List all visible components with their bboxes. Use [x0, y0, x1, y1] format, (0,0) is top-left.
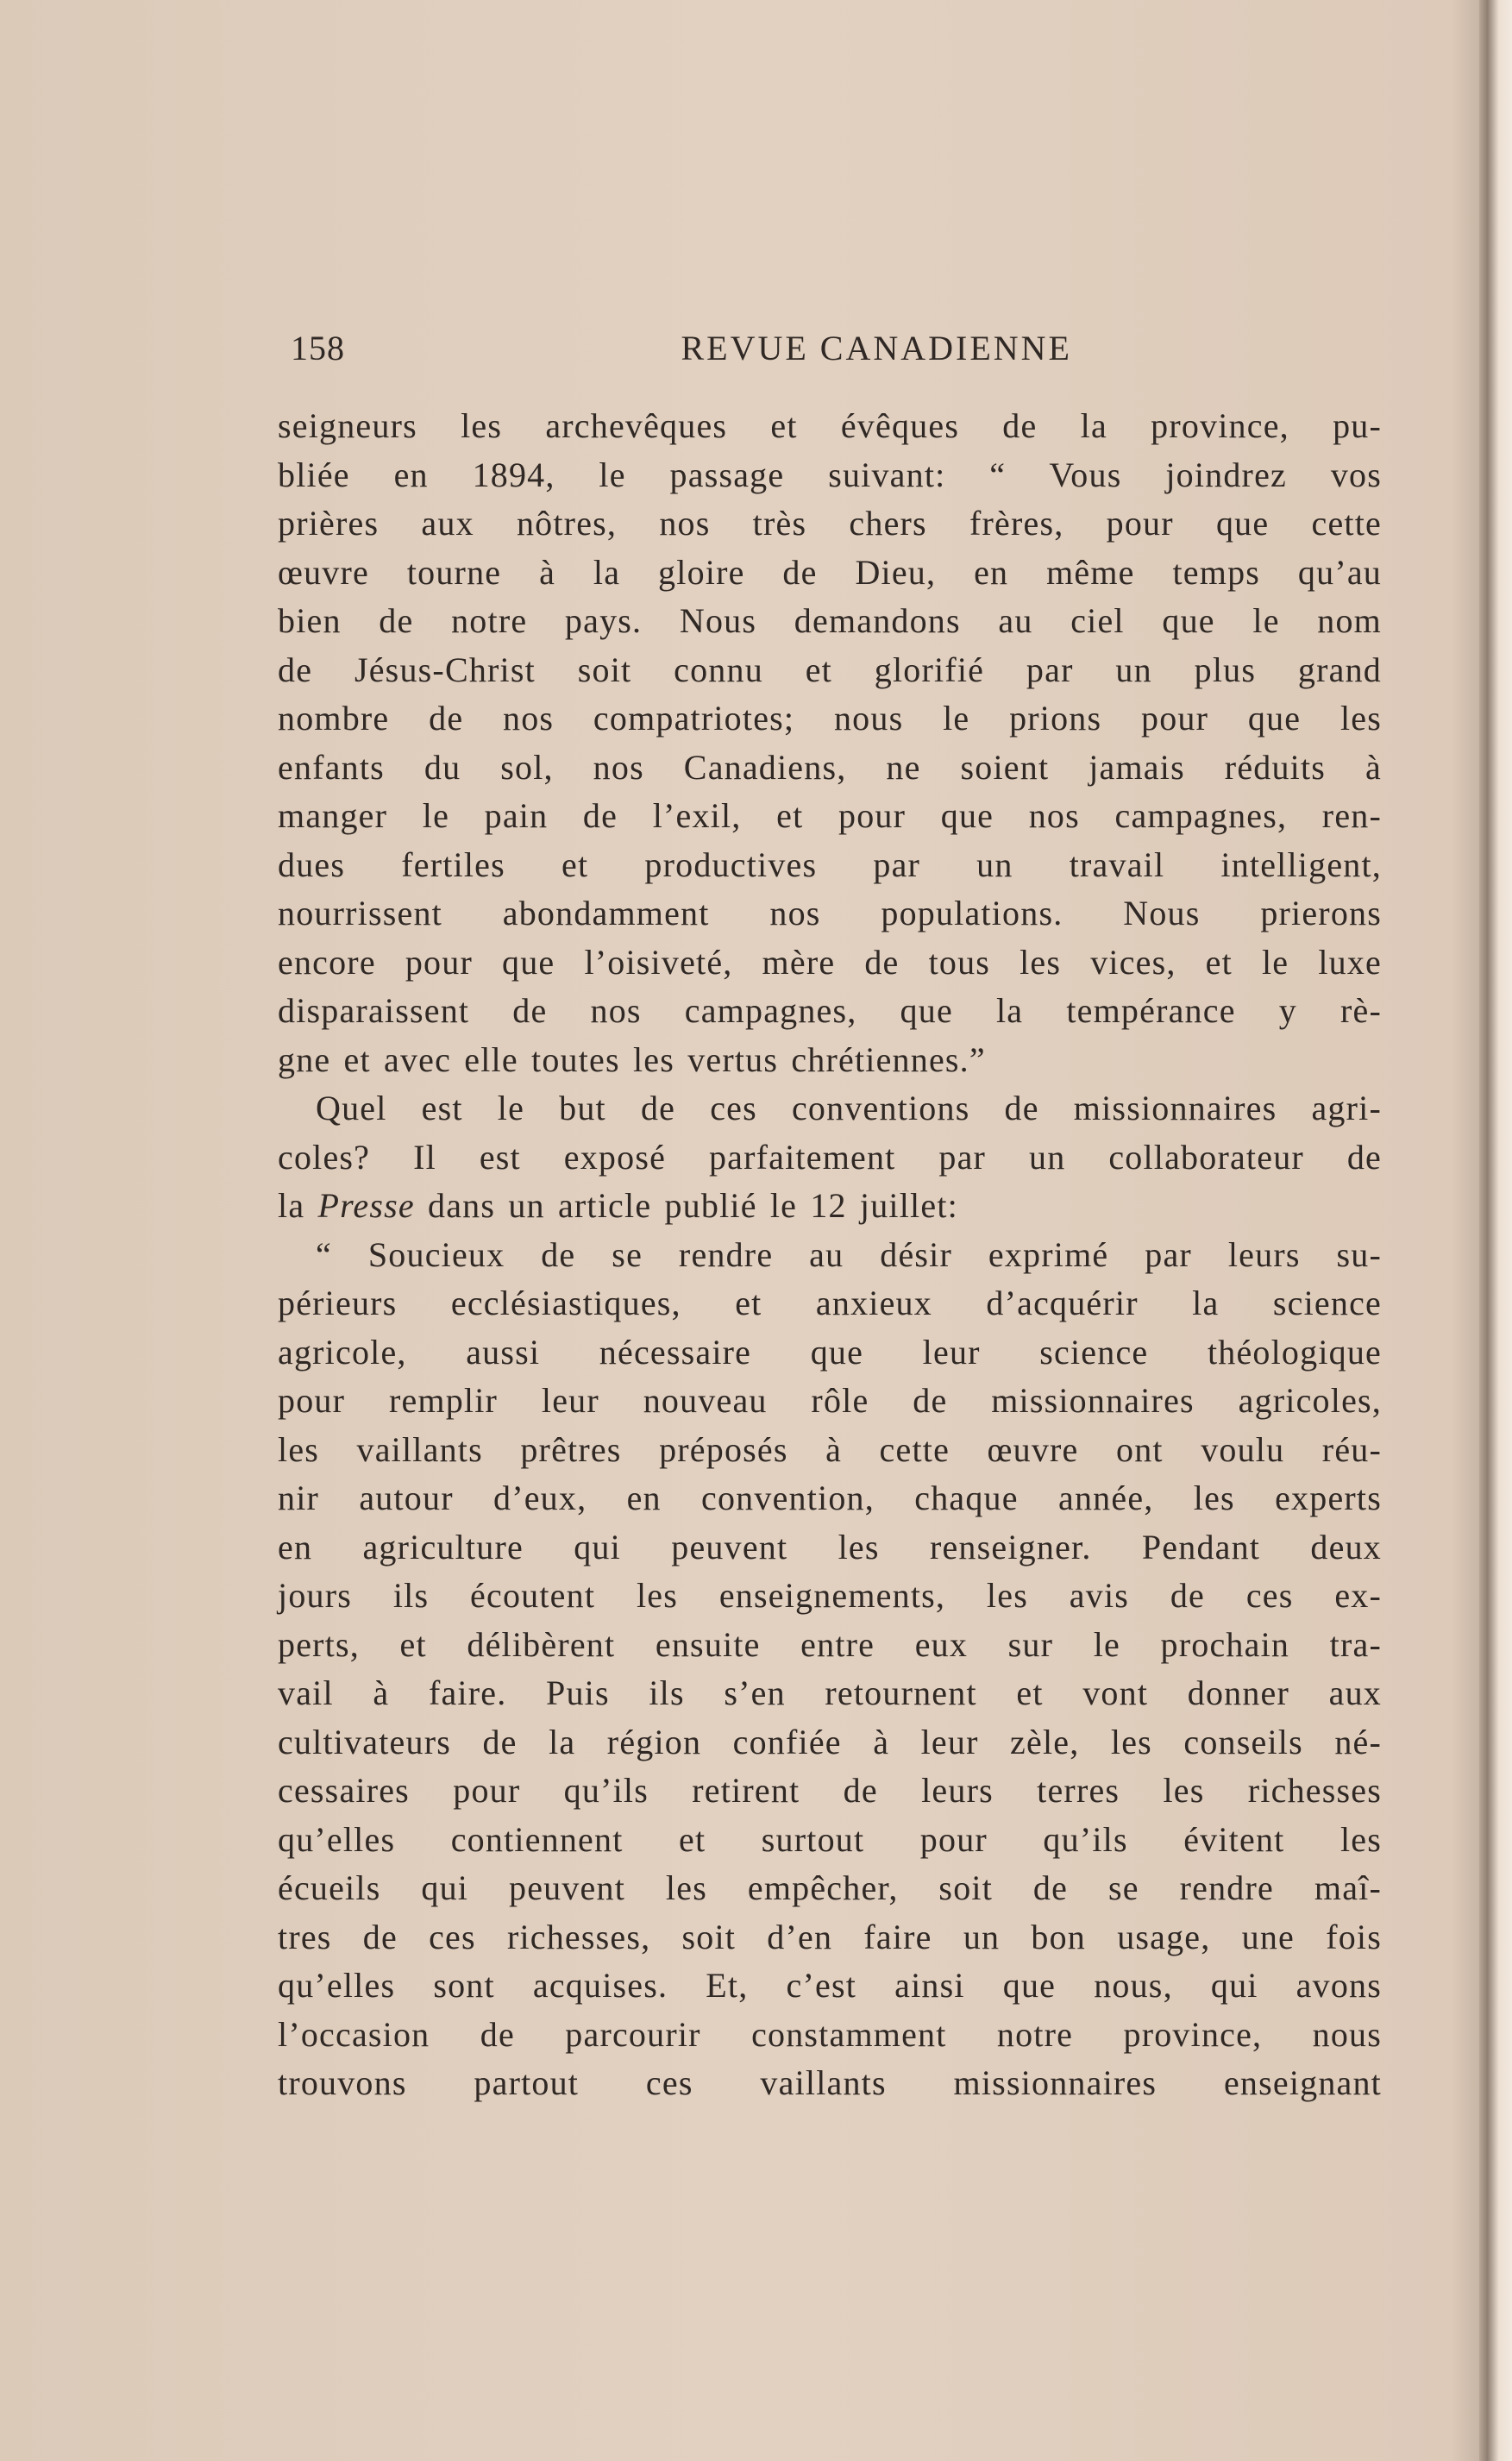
text-line: périeurs ecclésiastiques, et anxieux d’acquérir la science [278, 1284, 1382, 1322]
text-line: coles? Il est exposé parfaitement par un collaborateur de [278, 1137, 1382, 1177]
text-line: trouvons partout ces vaillants missionnaires enseignant [278, 2063, 1382, 2102]
text-line: tres de ces richesses, soit d’en faire un bon usage, une fois [278, 1917, 1382, 1956]
text-line: en agriculture qui peuvent les renseigner. Pendant deux [278, 1527, 1382, 1566]
page-number: 158 [291, 329, 345, 367]
text-line: qu’elles contiennent et surtout pour qu’ils évitent les [278, 1819, 1382, 1859]
text-line: Quel est le but de ces conventions de missionnaires agri- [316, 1089, 1382, 1127]
text-line: disparaissent de nos campagnes, que la tempérance y rè- [278, 991, 1382, 1030]
text-line: “ Soucieux de se rendre au désir exprimé par leurs su- [316, 1234, 1382, 1274]
text-line: perts, et délibèrent ensuite entre eux sur le prochain tra- [278, 1624, 1382, 1664]
text-line: nir autour d’eux, en convention, chaque année, les experts [278, 1478, 1382, 1517]
page-edge [1479, 0, 1512, 2461]
text-line: l’occasion de parcourir constamment notre province, nous [278, 2014, 1382, 2054]
text-line: pour remplir leur nouveau rôle de missionnaires agricoles, [278, 1381, 1382, 1420]
text-line: nombre de nos compatriotes; nous le prions pour que les [278, 699, 1382, 738]
text-line: encore pour que l’oisiveté, mère de tous les vices, et le luxe [278, 942, 1382, 982]
text-line: manger le pain de l’exil, et pour que nos campagnes, ren- [278, 796, 1382, 835]
text-line: seigneurs les archevêques et évêques de la province, pu- [278, 406, 1382, 445]
text-line: cultivateurs de la région confiée à leur zèle, les conseils né- [278, 1722, 1382, 1761]
text-line: nourrissent abondamment nos populations. Nous prierons [278, 894, 1382, 932]
text-line: cessaires pour qu’ils retirent de leurs terres les richesses [278, 1771, 1382, 1810]
text-line: écueils qui peuvent les empêcher, soit de se rendre maî- [278, 1868, 1382, 1907]
text-line: prières aux nôtres, nos très chers frères, pour que cette [278, 504, 1382, 543]
page-header [291, 324, 1072, 373]
text-line: qu’elles sont acquises. Et, c’est ainsi que nous, qui avons [278, 1966, 1382, 2005]
running-head: REVUE CANADIENNE [681, 329, 1072, 367]
text-line: jours ils écoutent les enseignements, les avis de ces ex- [278, 1576, 1382, 1615]
text-line: dues fertiles et productives par un travail intelligent, [278, 844, 1382, 884]
text-line: bien de notre pays. Nous demandons au ciel que le nom [278, 601, 1382, 640]
text-line: agricole, aussi nécessaire que leur science théologique [278, 1332, 1382, 1372]
text-line: œuvre tourne à la gloire de Dieu, en même temps qu’au [278, 552, 1382, 592]
text-line: bliée en 1894, le passage suivant: “ Vous joindrez vos [278, 455, 1382, 494]
body-text [278, 402, 1382, 2108]
text-line: enfants du sol, nos Canadiens, ne soient jamais réduits à [278, 747, 1382, 787]
text-line: vail à faire. Puis ils s’en retournent et vont donner aux [278, 1673, 1382, 1712]
text-line: les vaillants prêtres préposés à cette œuvre ont voulu réu- [278, 1429, 1382, 1469]
text-line: de Jésus-Christ soit connu et glorifié par un plus grand [278, 650, 1382, 689]
text-line: gne et avec elle toutes les vertus chrétiennes.” [278, 1039, 986, 1079]
text-line: la Presse dans un article publié le 12 juillet: [278, 1186, 958, 1225]
